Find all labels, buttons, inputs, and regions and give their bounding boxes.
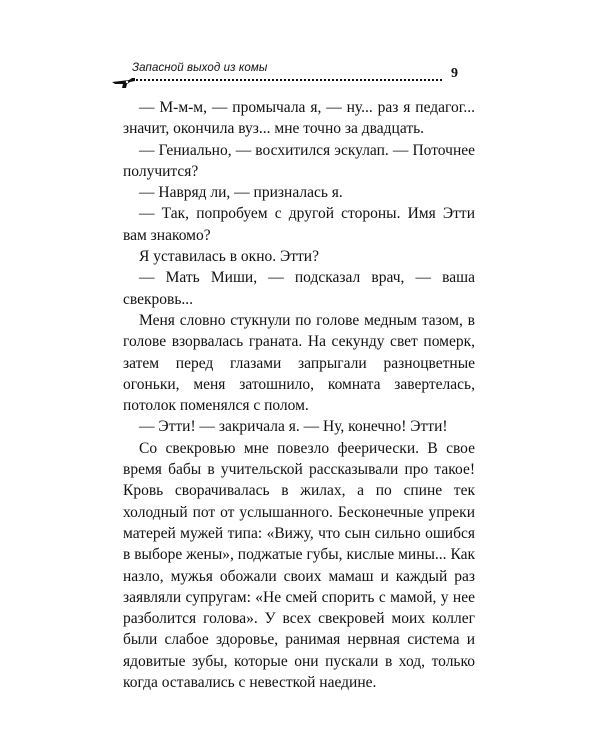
book-title: Запасной выход из комы — [132, 62, 268, 74]
paragraph: — М-м-м, — промычала я, — ну... раз я педагог... значит, окончила вуз... мне точно за двадцать. — [123, 99, 475, 138]
paragraph: — Мать Миши, — подсказал врач, — ваша свекровь... — [123, 269, 475, 308]
paragraph: — Гениально, — восхитился эскулап. — Поточнее получится? — [123, 141, 475, 180]
revolver-icon — [110, 72, 138, 90]
paragraph: Со свекровью мне повезло феерически. В свое время бабы в учительской рассказывали про такое! Кровь сворачивалась в жилах, а по спине тек холодный пот от услышанного. Бесконечные упреки матерей мужей типа: «Вижу, что сын сильно ошибся в выборе жены», поджатые губы, кислые мины... Как назло, мужья обожали своих мамаш и каждый раз заявляли супругам: «Не смей спорить с мамой, у нее разболится голова». У всех свекровей моих коллег были слабое здоровье, ранимая нервная система и ядовитые зубы, которые они пускали в ход, только когда оставались с невесткой наедине. — [123, 439, 475, 692]
paragraph: — Так, попробуем с другой стороны. Имя Этти вам знакомо? — [123, 205, 475, 244]
paragraph: — Этти! — закричала я. — Ну, конечно! Этти! — [139, 418, 448, 436]
paragraph: — Навряд ли, — призналась я. — [139, 184, 343, 202]
body-text — [123, 97, 475, 693]
running-header — [98, 58, 468, 92]
page-number: 9 — [451, 66, 458, 81]
paragraph: Я уставилась в окно. Этти? — [139, 248, 319, 266]
header-dotted-rule — [132, 79, 442, 81]
paragraph: Меня словно стукнули по голове медным тазом, в голове взорвалась граната. На секунду свет померк, затем перед глазами запрыгали разноцветные огоньки, меня затошнило, комната завертелась, потолок поменялся с полом. — [123, 311, 475, 415]
